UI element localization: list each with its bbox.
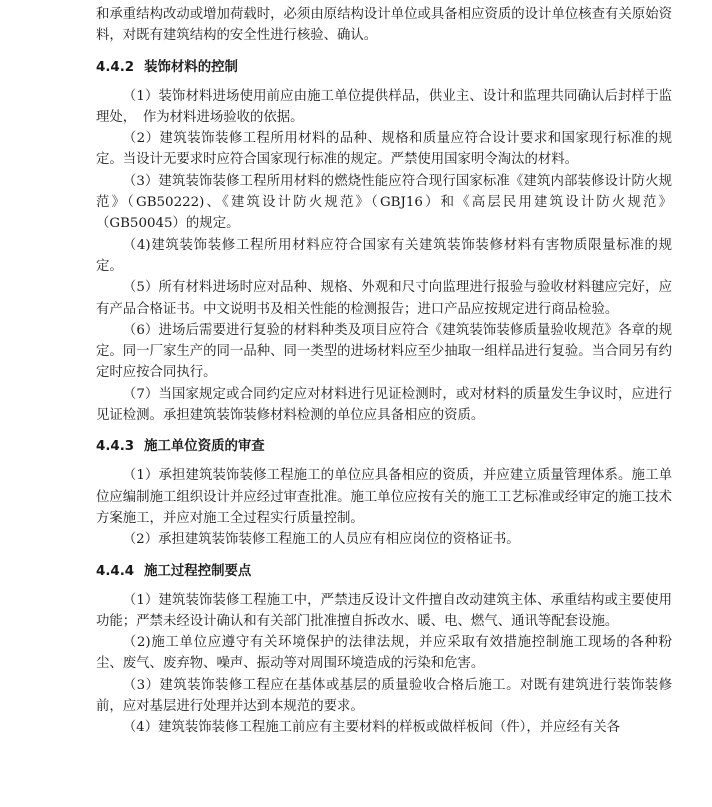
section-title: 施工单位资质的审查 [144,439,265,455]
paragraph: （2)施工单位应遵守有关环境保护的法律法规，并应采取有效措施控制施工现场的各种粉尘、废气、废弃物、噪声、振动等对周围环境造成的污染和危害。 [96,635,672,672]
section-heading [96,57,672,78]
section-number: 4.4.2 [96,59,135,75]
section-number: 4.4.4 [96,563,135,579]
section-heading [96,561,672,582]
paragraph: （3）建筑装饰装修工程所用材料的燃烧性能应符合现行国家标准《建筑内部装修设计防火规范》（GB50222)、《建筑设计防火规范》（GBJ16）和《高层民用建筑设计防火规范》（GB50045）的规定。 [96,173,672,232]
paragraph: （2）承担建筑装饰装修工程施工的人员应有相应岗位的资格证书。 [122,532,520,548]
paragraph: （2）建筑装饰装修工程所用材料的品种、规格和质量应符合设计要求和国家现行标准的规定。当设计无要求时应符合国家现行标准的规定。严禁使用国家明令淘汰的材料。 [96,131,672,168]
section-4-4-4 [96,561,672,739]
section-title: 施工过程控制要点 [144,563,252,579]
paragraph: （1）装饰材料进场使用前应由施工单位提供样品，供业主、设计和监理共同确认后封样于监理处， 作为材料进场验收的依据。 [96,88,672,125]
section-heading [96,436,672,457]
paragraph: （5）所有材料进场时应对品种、规格、外观和尺寸向监理进行报验与验收材料毽应完好，应有产品合格证书。中文说明书及相关性能的检测报告；进口产品应按规定进行商品检验。 [96,280,672,317]
section-4-4-2 [96,57,672,427]
intro-block [96,0,672,47]
paragraph: （6）进场后需要进行复验的材料种类及项目应符合《建筑装饰装修质量验收规范》各章的规定。同一厂家生产的同一品种、同一类型的进场材料应至少抽取一组样品进行复验。当合同另有约定时应按合同执行。 [96,322,672,381]
section-4-4-3 [96,436,672,550]
intro-paragraph: 和承重结构改动或增加荷载时，必须由原结构设计单位或具备相应资质的设计单位核查有关原始资料，对既有建筑结构的安全性进行核验、确认。 [96,7,672,44]
section-number: 4.4.3 [96,439,135,455]
paragraph: （7）当国家规定或合同约定应对材料进行见证检测时，或对材料的质量发生争议时，应进行见证检测。承担建筑装饰装修材料检测的单位应具备相应的资质。 [96,386,672,424]
paragraph: （4)建筑装饰装修工程所用材料应符合国家有关建筑装饰装修材料有害物质限量标准的规定。 [96,237,672,274]
paragraph: （1）承担建筑装饰装修工程施工的单位应具备相应的资质，并应建立质量管理体系。施工单位应编制施工组织设计并应经过审查批准。施工单位应按有关的施工工艺标准或经审定的施工技术方案施工，并应对施工全过程实行质量控制。 [96,468,672,526]
paragraph: （4）建筑装饰装修工程施工前应有主要材料的样板或做样板间（件），并应经有关各 [122,720,621,736]
paragraph: （3）建筑装饰装修工程应在基体或基层的质量验收合格后施工。对既有建筑进行装饰装修前，应对基层进行处理并达到本规范的要求。 [96,677,672,715]
paragraph: （1）建筑装饰装修工程施工中，严禁违反设计文件擅自改动建筑主体、承重结构或主要使用功能；严禁未经设计确认和有关部门批准擅自拆改水、暖、电、燃气、通讯等配套设施。 [96,592,672,629]
section-title: 装饰材料的控制 [144,59,238,75]
